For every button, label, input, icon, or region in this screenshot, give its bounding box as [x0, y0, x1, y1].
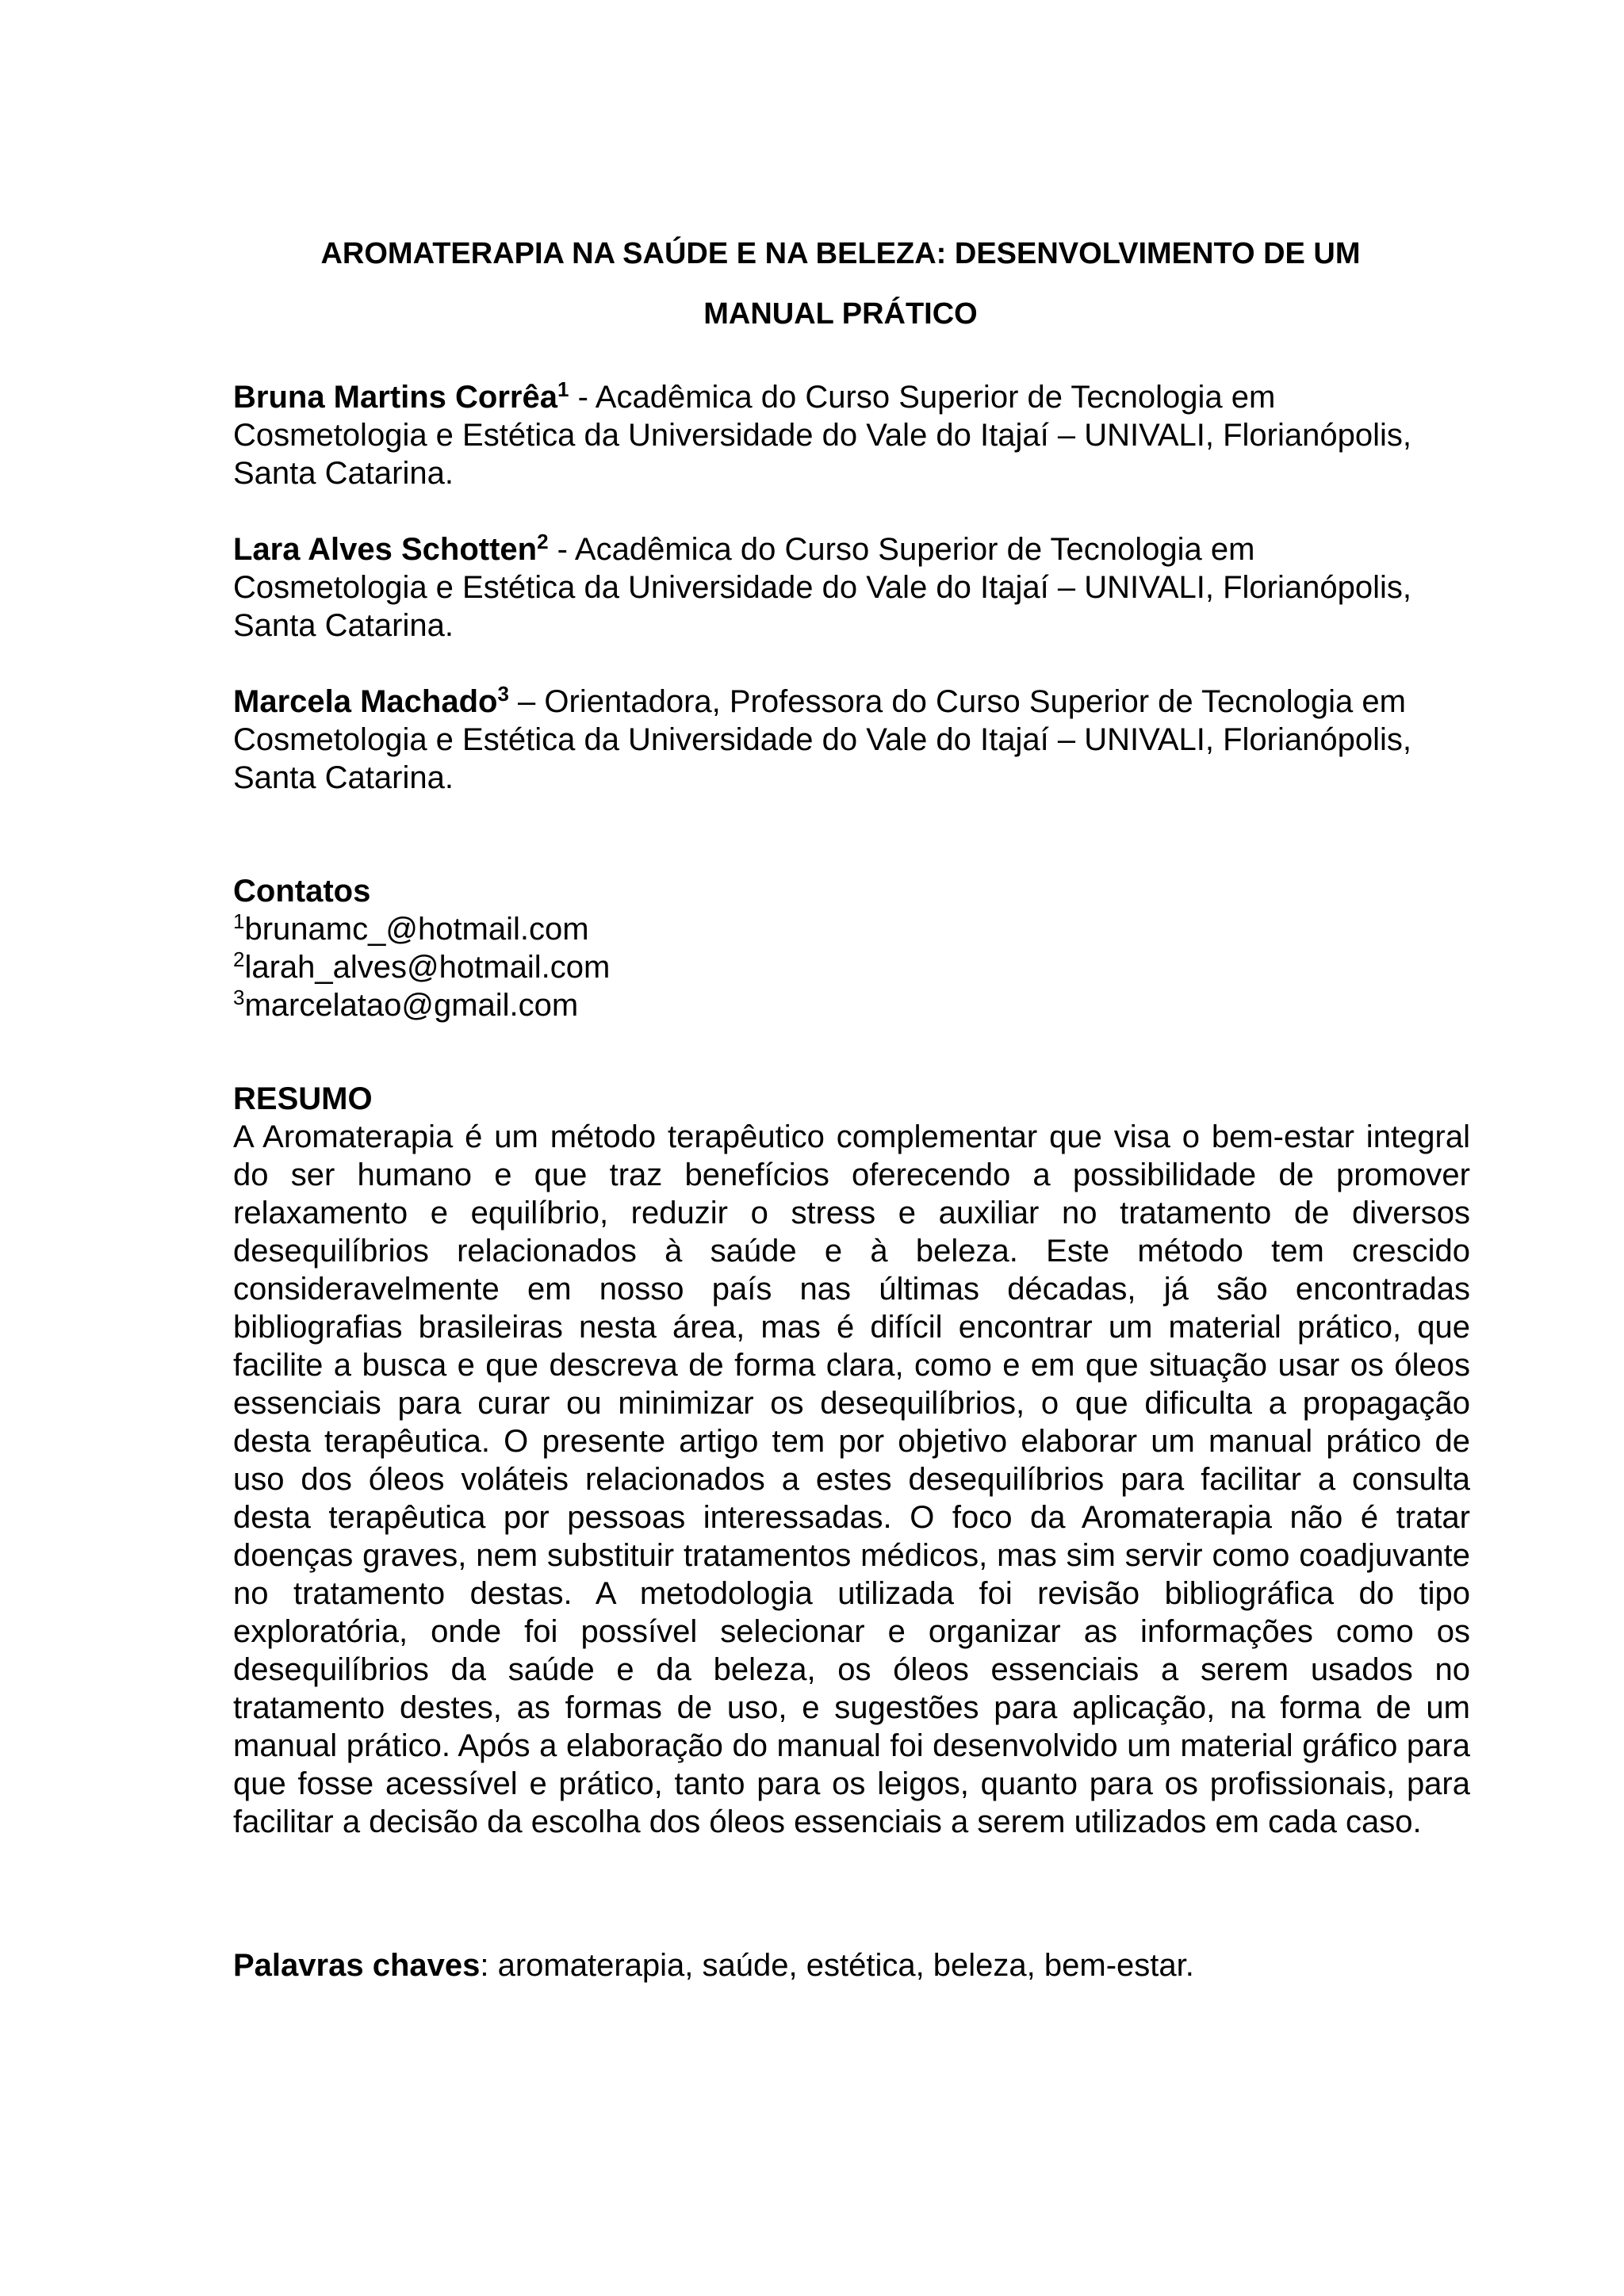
- author-name: Lara Alves Schotten: [233, 532, 538, 567]
- author-footnote-mark: 3: [497, 682, 509, 706]
- contact-footnote-mark: 1: [233, 909, 245, 933]
- contact-item: [233, 986, 1470, 1024]
- author-block-2: [233, 530, 1470, 645]
- author-affiliation-line: – Orientadora, Professora do Curso Superior de Tecnologia em: [508, 684, 1406, 719]
- author-affiliation-line: Santa Catarina.: [233, 456, 454, 491]
- author-footnote-mark: 1: [557, 377, 569, 401]
- author-affiliation-line: - Acadêmica do Curso Superior de Tecnologia em: [548, 532, 1255, 567]
- paper-title-line-1: AROMATERAPIA NA SAÚDE E NA BELEZA: DESENVOLVIMENTO DE UM: [320, 237, 1361, 270]
- abstract-heading: RESUMO: [233, 1081, 373, 1116]
- author-affiliation-line: Santa Catarina.: [233, 608, 454, 643]
- author-affiliation-line: Cosmetologia e Estética da Universidade do Vale do Itajaí – UNIVALI, Florianópolis,: [233, 570, 1411, 605]
- author-block-1: [233, 378, 1470, 492]
- author-affiliation-line: Santa Catarina.: [233, 760, 454, 795]
- abstract-text: A Aromaterapia é um método terapêutico complementar que visa o bem-estar integral do ser humano e que traz benefícios oferecendo a possibilidade de promover relaxamento e equilíbrio, reduzir o stress e auxiliar no tratamento de diversos desequilíbrios relacionados à saúde e à beleza. Este método tem crescido consideravelmente em nosso país nas últimas décadas, já são encontradas bibliografias brasileiras nesta área, mas é difícil encontrar um material prático, que facilite a busca e que descreva de forma clara, como e em que situação usar os óleos essenciais para curar ou minimizar os desequilíbrios, o que dificulta a propagação desta terapêutica. O presente artigo tem por objetivo elaborar um manual prático de uso dos óleos voláteis relacionados a estes desequilíbrios para facilitar a consulta desta terapêutica por pessoas interessadas. O foco da Aromaterapia não é tratar doenças graves, nem substituir tratamentos médicos, mas sim servir como coadjuvante no tratamento destas. A metodologia utilizada foi revisão bibliográfica do tipo exploratória, onde foi possível selecionar e organizar as informações como os desequilíbrios da saúde e da beleza, os óleos essenciais a serem usados no tratamento destes, as formas de uso, e sugestões para aplicação, na forma de um manual prático. Após a elaboração do manual foi desenvolvido um material gráfico para que fosse acessível e prático, tanto para os leigos, quanto para os profissionais, para facilitar a decisão da escolha dos óleos essenciais a serem utilizados em cada caso.: [233, 1119, 1470, 1839]
- paper-title-line-2: MANUAL PRÁTICO: [703, 297, 978, 331]
- contact-email: brunamc_@hotmail.com: [244, 912, 589, 947]
- contacts-heading: Contatos: [233, 874, 371, 909]
- author-affiliation-line: - Acadêmica do Curso Superior de Tecnologia em: [569, 380, 1276, 415]
- contact-email: marcelatao@gmail.com: [244, 988, 579, 1023]
- author-name: Bruna Martins Corrêa: [233, 380, 557, 415]
- keywords-line: [233, 1946, 1470, 1984]
- abstract-section: [233, 1080, 1470, 1841]
- contact-footnote-mark: 2: [233, 947, 245, 971]
- author-affiliation-line: Cosmetologia e Estética da Universidade do Vale do Itajaí – UNIVALI, Florianópolis,: [233, 418, 1411, 453]
- paper-title: [238, 224, 1443, 344]
- author-block-3: [233, 683, 1470, 797]
- contacts-section: [233, 872, 1470, 1024]
- contact-footnote-mark: 3: [233, 985, 245, 1009]
- keywords-label: Palavras chaves: [233, 1948, 481, 1983]
- author-affiliation-line: Cosmetologia e Estética da Universidade do Vale do Itajaí – UNIVALI, Florianópolis,: [233, 722, 1411, 757]
- keywords-text: : aromaterapia, saúde, estética, beleza, bem-estar.: [480, 1948, 1194, 1983]
- author-name: Marcela Machado: [233, 684, 498, 719]
- contact-email: larah_alves@hotmail.com: [244, 950, 611, 985]
- contact-item: [233, 948, 1470, 986]
- contact-item: [233, 910, 1470, 948]
- author-footnote-mark: 2: [537, 530, 549, 553]
